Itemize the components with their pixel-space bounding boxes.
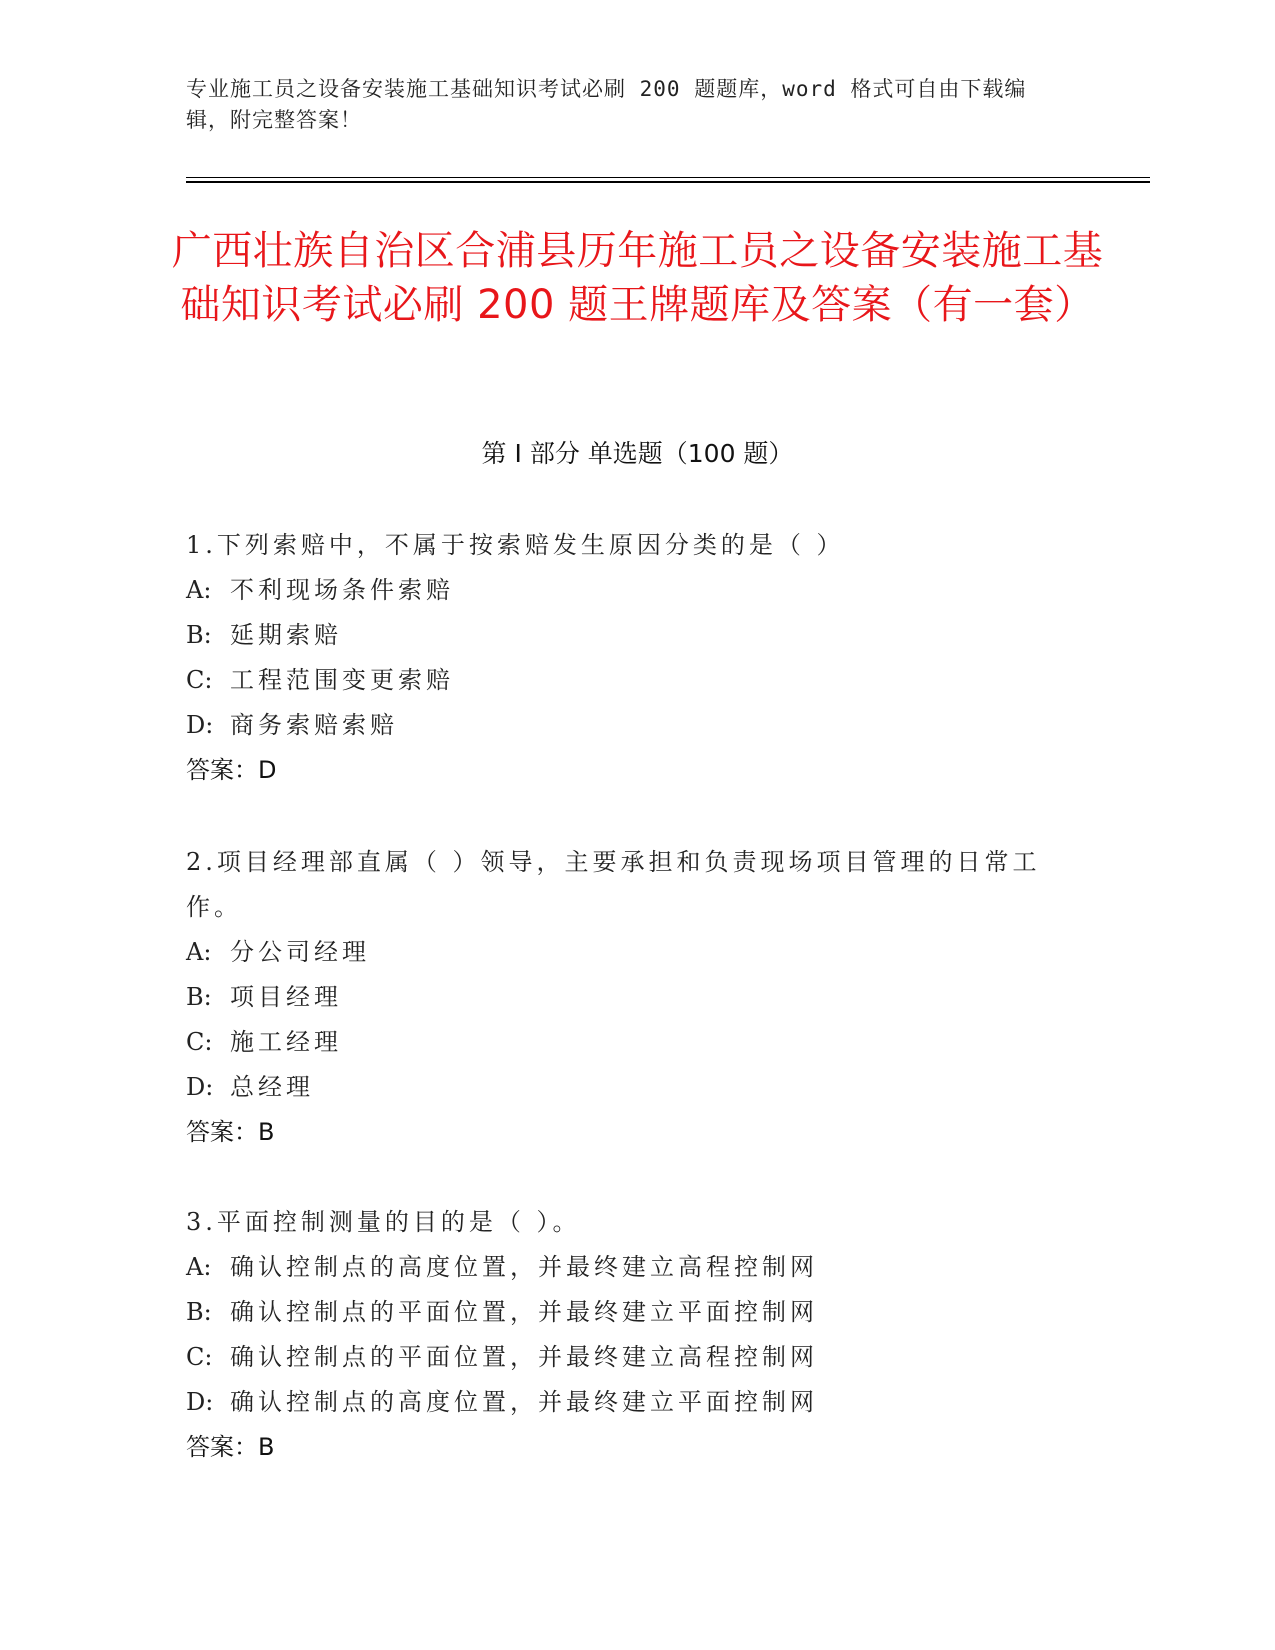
answer-label: 答案：	[186, 1118, 258, 1146]
question-text: 3.平面控制测量的目的是（ ）。	[186, 1208, 581, 1236]
answer-value: B	[258, 1433, 275, 1461]
question-2	[186, 840, 1086, 1155]
answer-line	[186, 748, 1086, 793]
option-a	[186, 930, 1086, 975]
option-key: B:	[186, 1298, 212, 1326]
option-d	[186, 703, 1086, 748]
answer-line	[186, 1425, 1086, 1470]
answer-label: 答案：	[186, 756, 258, 784]
option-text: 施工经理	[230, 1028, 342, 1056]
option-key: D:	[186, 711, 214, 739]
document-title: 广西壮族自治区合浦县历年施工员之设备安装施工基础知识考试必刷 200 题王牌题库及答案（有一套）	[171, 228, 1104, 328]
question-text: 1.下列索赔中，不属于按索赔发生原因分类的是（ ）	[186, 531, 845, 559]
header-rule-thin	[186, 177, 1150, 178]
option-b	[186, 975, 1086, 1020]
header-rule-thick	[186, 181, 1150, 183]
option-text: 总经理	[230, 1073, 314, 1101]
option-text: 商务索赔索赔	[230, 711, 398, 739]
section-heading: 第 I 部分 单选题（100 题）	[481, 439, 794, 468]
option-key: A:	[186, 1253, 212, 1281]
option-key: A:	[186, 576, 212, 604]
question-3	[186, 1200, 1086, 1470]
option-key: C:	[186, 666, 213, 694]
header-note: 专业施工员之设备安装施工基础知识考试必刷 200 题题库，word 格式可自由下载编辑，附完整答案！	[186, 77, 1027, 132]
option-b	[186, 1290, 1086, 1335]
option-c	[186, 1335, 1086, 1380]
answer-value: B	[258, 1118, 275, 1146]
option-text: 确认控制点的平面位置，并最终建立平面控制网	[230, 1298, 818, 1326]
option-text: 确认控制点的高度位置，并最终建立平面控制网	[230, 1388, 818, 1416]
question-1	[186, 523, 1086, 793]
option-text: 分公司经理	[230, 938, 370, 966]
option-text: 工程范围变更索赔	[230, 666, 454, 694]
option-key: D:	[186, 1388, 214, 1416]
answer-label: 答案：	[186, 1433, 258, 1461]
option-key: B:	[186, 983, 212, 1011]
option-text: 不利现场条件索赔	[230, 576, 454, 604]
answer-value: D	[258, 756, 277, 784]
option-text: 延期索赔	[230, 621, 342, 649]
option-a	[186, 568, 1086, 613]
option-key: A:	[186, 938, 212, 966]
option-a	[186, 1245, 1086, 1290]
option-d	[186, 1380, 1086, 1425]
option-key: C:	[186, 1343, 213, 1371]
option-text: 确认控制点的平面位置，并最终建立高程控制网	[230, 1343, 818, 1371]
option-d	[186, 1065, 1086, 1110]
option-key: C:	[186, 1028, 213, 1056]
option-c	[186, 658, 1086, 703]
option-key: B:	[186, 621, 212, 649]
option-key: D:	[186, 1073, 214, 1101]
option-text: 确认控制点的高度位置，并最终建立高程控制网	[230, 1253, 818, 1281]
question-text: 2.项目经理部直属（ ）领导，主要承担和负责现场项目管理的日常工作。	[186, 848, 1041, 921]
option-text: 项目经理	[230, 983, 342, 1011]
option-c	[186, 1020, 1086, 1065]
option-b	[186, 613, 1086, 658]
answer-line	[186, 1110, 1086, 1155]
